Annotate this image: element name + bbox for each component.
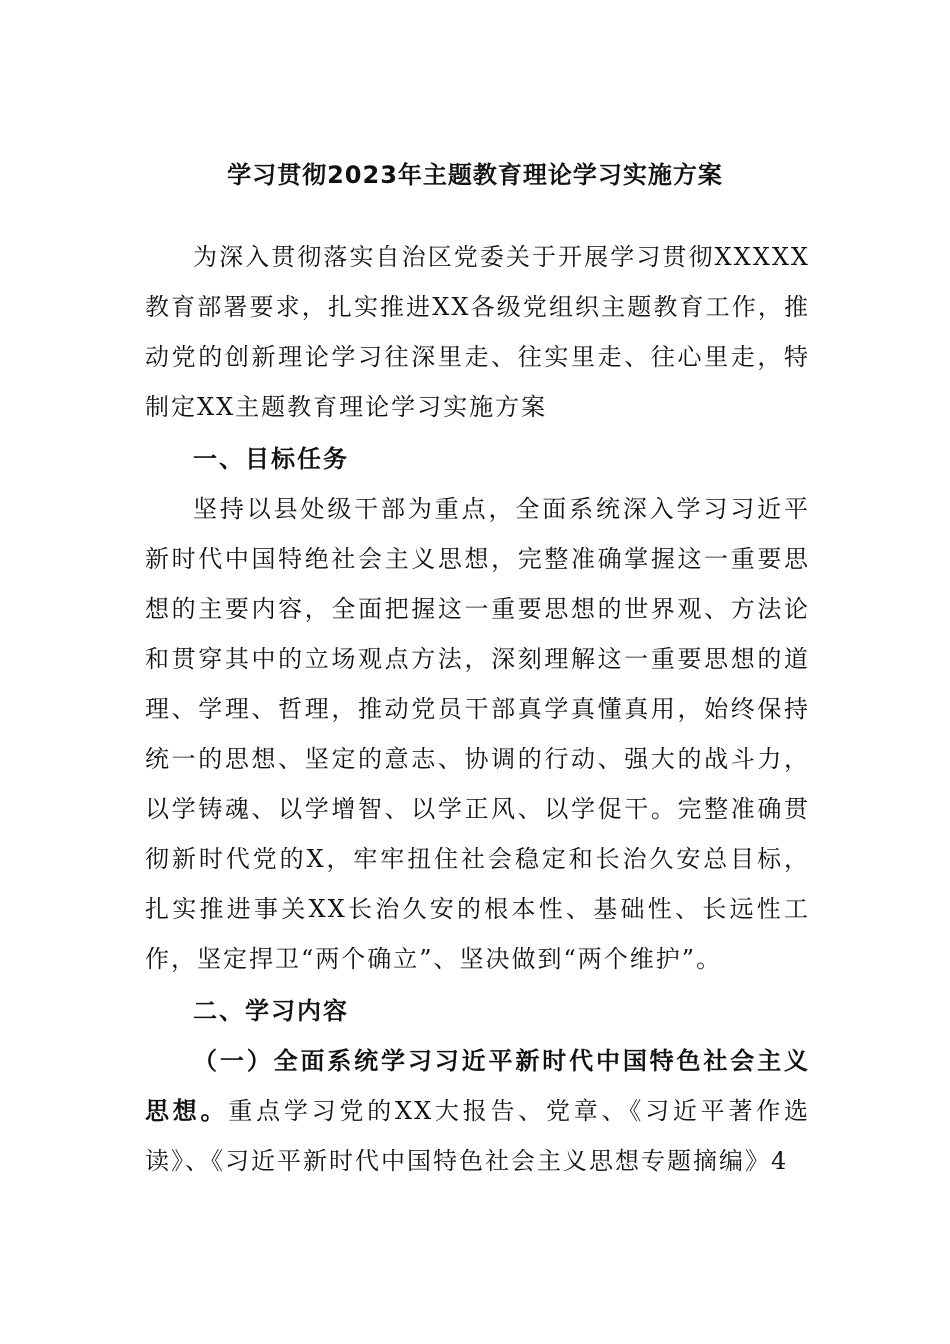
content-item-1 [145,1036,810,1186]
goals-paragraph: 坚持以县处级干部为重点，全面系统深入学习习近平新时代中国特绝社会主义思想，完整准确掌握这一重要思想的主要内容，全面把握这一重要思想的世界观、方法论和贯穿其中的立场观点方法，深刻理解这一重要思想的道理、学理、哲理，推动党员干部真学真懂真用，始终保持统一的思想、坚定的意志、协调的行动、强大的战斗力，以学铸魂、以学增智、以学正风、以学促干。完整准确贯彻新时代党的X，牢牢扭住社会稳定和长治久安总目标，扎实推进事关XX长治久安的根本性、基础性、长远性工作，坚定捍卫“两个确立”、坚决做到“两个维护”。 [145,495,810,973]
content-item-1-text: 重点学习党的XX大报告、党章、《习近平著作选读》、《习近平新时代中国特色社会主义思想专题摘编》4 [145,1097,811,1175]
section-heading-goals: 一、目标任务 [193,445,349,473]
document-body [145,232,810,1186]
content-item-1-lead: （一）全面系统学习习近平新时代中国特色社会主义思想。 [145,1047,810,1125]
intro-paragraph: 为深入贯彻落实自治区党委关于开展学习贯彻XXXXX教育部署要求，扎实推进XX各级党组织主题教育工作，推动党的创新理论学习往深里走、往实里走、往心里走，特制定XX主题教育理论学习实施方案 [145,243,810,421]
document-title: 学习贯彻2023年主题教育理论学习实施方案 [227,161,723,189]
section-heading-content: 二、学习内容 [193,997,349,1025]
